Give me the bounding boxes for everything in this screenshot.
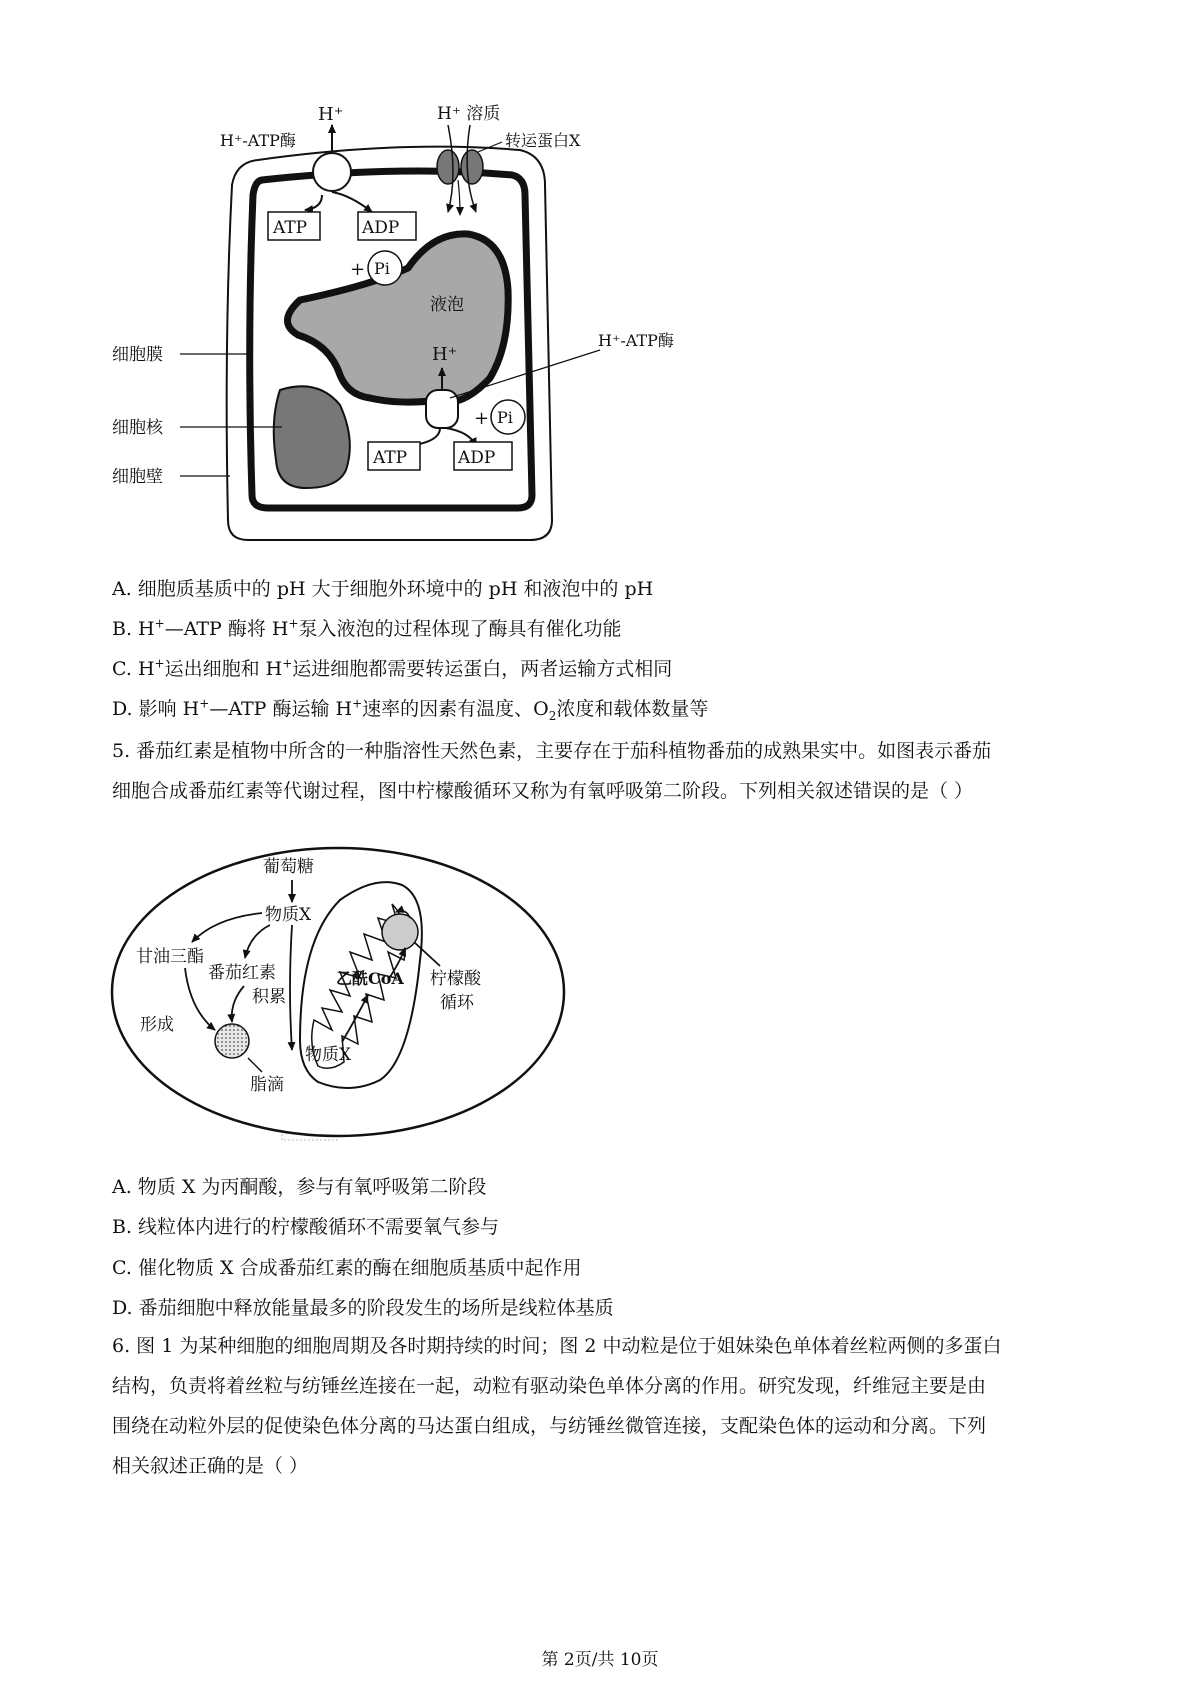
q5-option-a-text: A. 物质 X 为丙酮酸，参与有氧呼吸第二阶段 — [112, 1176, 487, 1198]
q5-line-2-text: 细胞合成番茄红素等代谢过程，图中柠檬酸循环又称为有氧呼吸第二阶段。下列相关叙述错误的是（ ） — [112, 780, 974, 802]
adp-label-inner: ADP — [458, 448, 496, 468]
citric-cycle-label-2: 循环 — [440, 993, 474, 1013]
adp-label-top: ADP — [362, 218, 400, 238]
q5-option-b — [112, 1214, 499, 1240]
q4-c-part: 运进细胞都需要转运蛋白，两者运输方式相同 — [292, 658, 673, 680]
q4-d-sup: + — [352, 696, 363, 711]
acetyl-coa-label: 乙酰CoA — [336, 969, 404, 988]
lipid-droplet — [215, 1024, 249, 1058]
q4-option-a-text: A. 细胞质基质中的 pH 大于细胞外环境中的 pH 和液泡中的 pH — [112, 578, 654, 600]
q5-option-c-text: C. 催化物质 X 合成番茄红素的酶在细胞质基质中起作用 — [112, 1257, 582, 1279]
cell-wall-label: 细胞壁 — [112, 467, 163, 487]
q5-stem-line-2 — [112, 778, 973, 804]
q5-line-1-text: 5. 番茄红素是植物中所含的一种脂溶性天然色素，主要存在于茄科植物番茄的成熟果实中。如图表示番茄 — [112, 740, 992, 762]
h-atpase-pump-top — [313, 153, 351, 191]
lipid-droplet-label: 脂滴 — [250, 1075, 284, 1095]
triglyceride-label: 甘油三酯 — [136, 947, 204, 967]
figure-lycopene-metabolism — [0, 820, 1200, 1160]
pi-label-inner: Pi — [497, 408, 513, 427]
q4-d-part: 速率的因素有温度、O — [362, 698, 549, 720]
q4-b-part: 泵入液泡的过程体现了酶具有催化功能 — [298, 618, 622, 640]
q5-option-d — [112, 1295, 614, 1321]
q4-option-a — [112, 576, 653, 602]
q4-d-part: D. 影响 H — [112, 698, 200, 720]
transporter-x-label: 转运蛋白X — [505, 131, 581, 150]
q5-option-a — [112, 1174, 486, 1200]
substance-x-top-label: 物质X — [265, 905, 312, 925]
q6-line-1: 6. 图 1 为某种细胞的细胞周期及各时期持续的时间；图 2 中动粒是位于姐妹染色单体着丝粒两侧的多蛋白 — [112, 1335, 1002, 1357]
figure-cell-transport — [0, 0, 1200, 560]
vacuole-label: 液泡 — [430, 295, 464, 315]
pi-label-top: Pi — [374, 259, 390, 278]
q5-option-d-text: D. 番茄细胞中释放能量最多的阶段发生的场所是线粒体基质 — [112, 1297, 614, 1319]
q6-stem — [112, 1326, 1102, 1486]
accumulate-label: 积累 — [252, 987, 286, 1007]
q4-option-c — [112, 656, 672, 682]
q4-c-sup: + — [282, 656, 293, 671]
q6-line-3: 围绕在动粒外层的促使染色体分离的马达蛋白组成，与纺锤丝微管连接，支配染色体的运动和分离。下列 — [112, 1415, 987, 1437]
citric-cycle-circle — [382, 914, 418, 950]
transporter-x-right — [461, 150, 483, 184]
plus-sign-top: + — [350, 259, 366, 280]
substance-x-bottom-label: 物质X — [305, 1045, 352, 1065]
h-ion-top-label: H⁺ — [318, 104, 344, 125]
q4-option-b — [112, 616, 622, 642]
page-footer: 第 2页/共 10页 — [541, 1650, 659, 1670]
q4-c-part: 运出细胞和 H — [164, 658, 283, 680]
q4-c-part: C. H — [112, 658, 155, 680]
q4-d-part: —ATP 酶运输 H — [209, 698, 353, 720]
q4-b-part: —ATP 酶将 H — [164, 618, 289, 640]
q5-option-b-text: B. 线粒体内进行的柠檬酸循环不需要氧气参与 — [112, 1216, 500, 1238]
q5-stem-line-1 — [112, 738, 991, 764]
q4-b-sup: + — [154, 616, 165, 631]
q5-option-c — [112, 1255, 582, 1281]
glucose-label: 葡萄糖 — [263, 857, 314, 877]
nucleus-label: 细胞核 — [112, 418, 163, 438]
q4-b-part: B. H — [112, 618, 155, 640]
q4-d-sup: + — [199, 696, 210, 711]
cell-membrane-label: 细胞膜 — [112, 345, 163, 365]
q6-line-2: 结构，负责将着丝粒与纺锤丝连接在一起，动粒有驱动染色单体分离的作用。研究发现，纤维冠主要是由 — [112, 1375, 987, 1397]
h-ion-inner-label: H⁺ — [432, 344, 458, 365]
q4-d-sub: 2 — [548, 708, 557, 723]
form-label: 形成 — [140, 1015, 174, 1035]
q4-b-sup: + — [288, 616, 299, 631]
q6-line-4: 相关叙述正确的是（ ） — [112, 1455, 309, 1477]
h-atpase-top-label: H⁺-ATP酶 — [220, 131, 296, 150]
transporter-x-left — [437, 150, 459, 184]
atp-label-inner: ATP — [373, 448, 408, 468]
q4-option-d — [112, 696, 708, 722]
q4-c-sup: + — [154, 656, 165, 671]
h-atpase-inner-label: H⁺-ATP酶 — [598, 331, 674, 350]
lycopene-label: 番茄红素 — [208, 963, 276, 983]
plus-sign-inner: + — [474, 408, 490, 429]
h-atpase-pump-inner — [426, 390, 458, 428]
q4-d-part: 浓度和载体数量等 — [556, 698, 709, 720]
citric-cycle-label-1: 柠檬酸 — [430, 969, 481, 989]
h-solute-label: H⁺ 溶质 — [437, 104, 501, 124]
atp-label-top: ATP — [273, 218, 308, 238]
